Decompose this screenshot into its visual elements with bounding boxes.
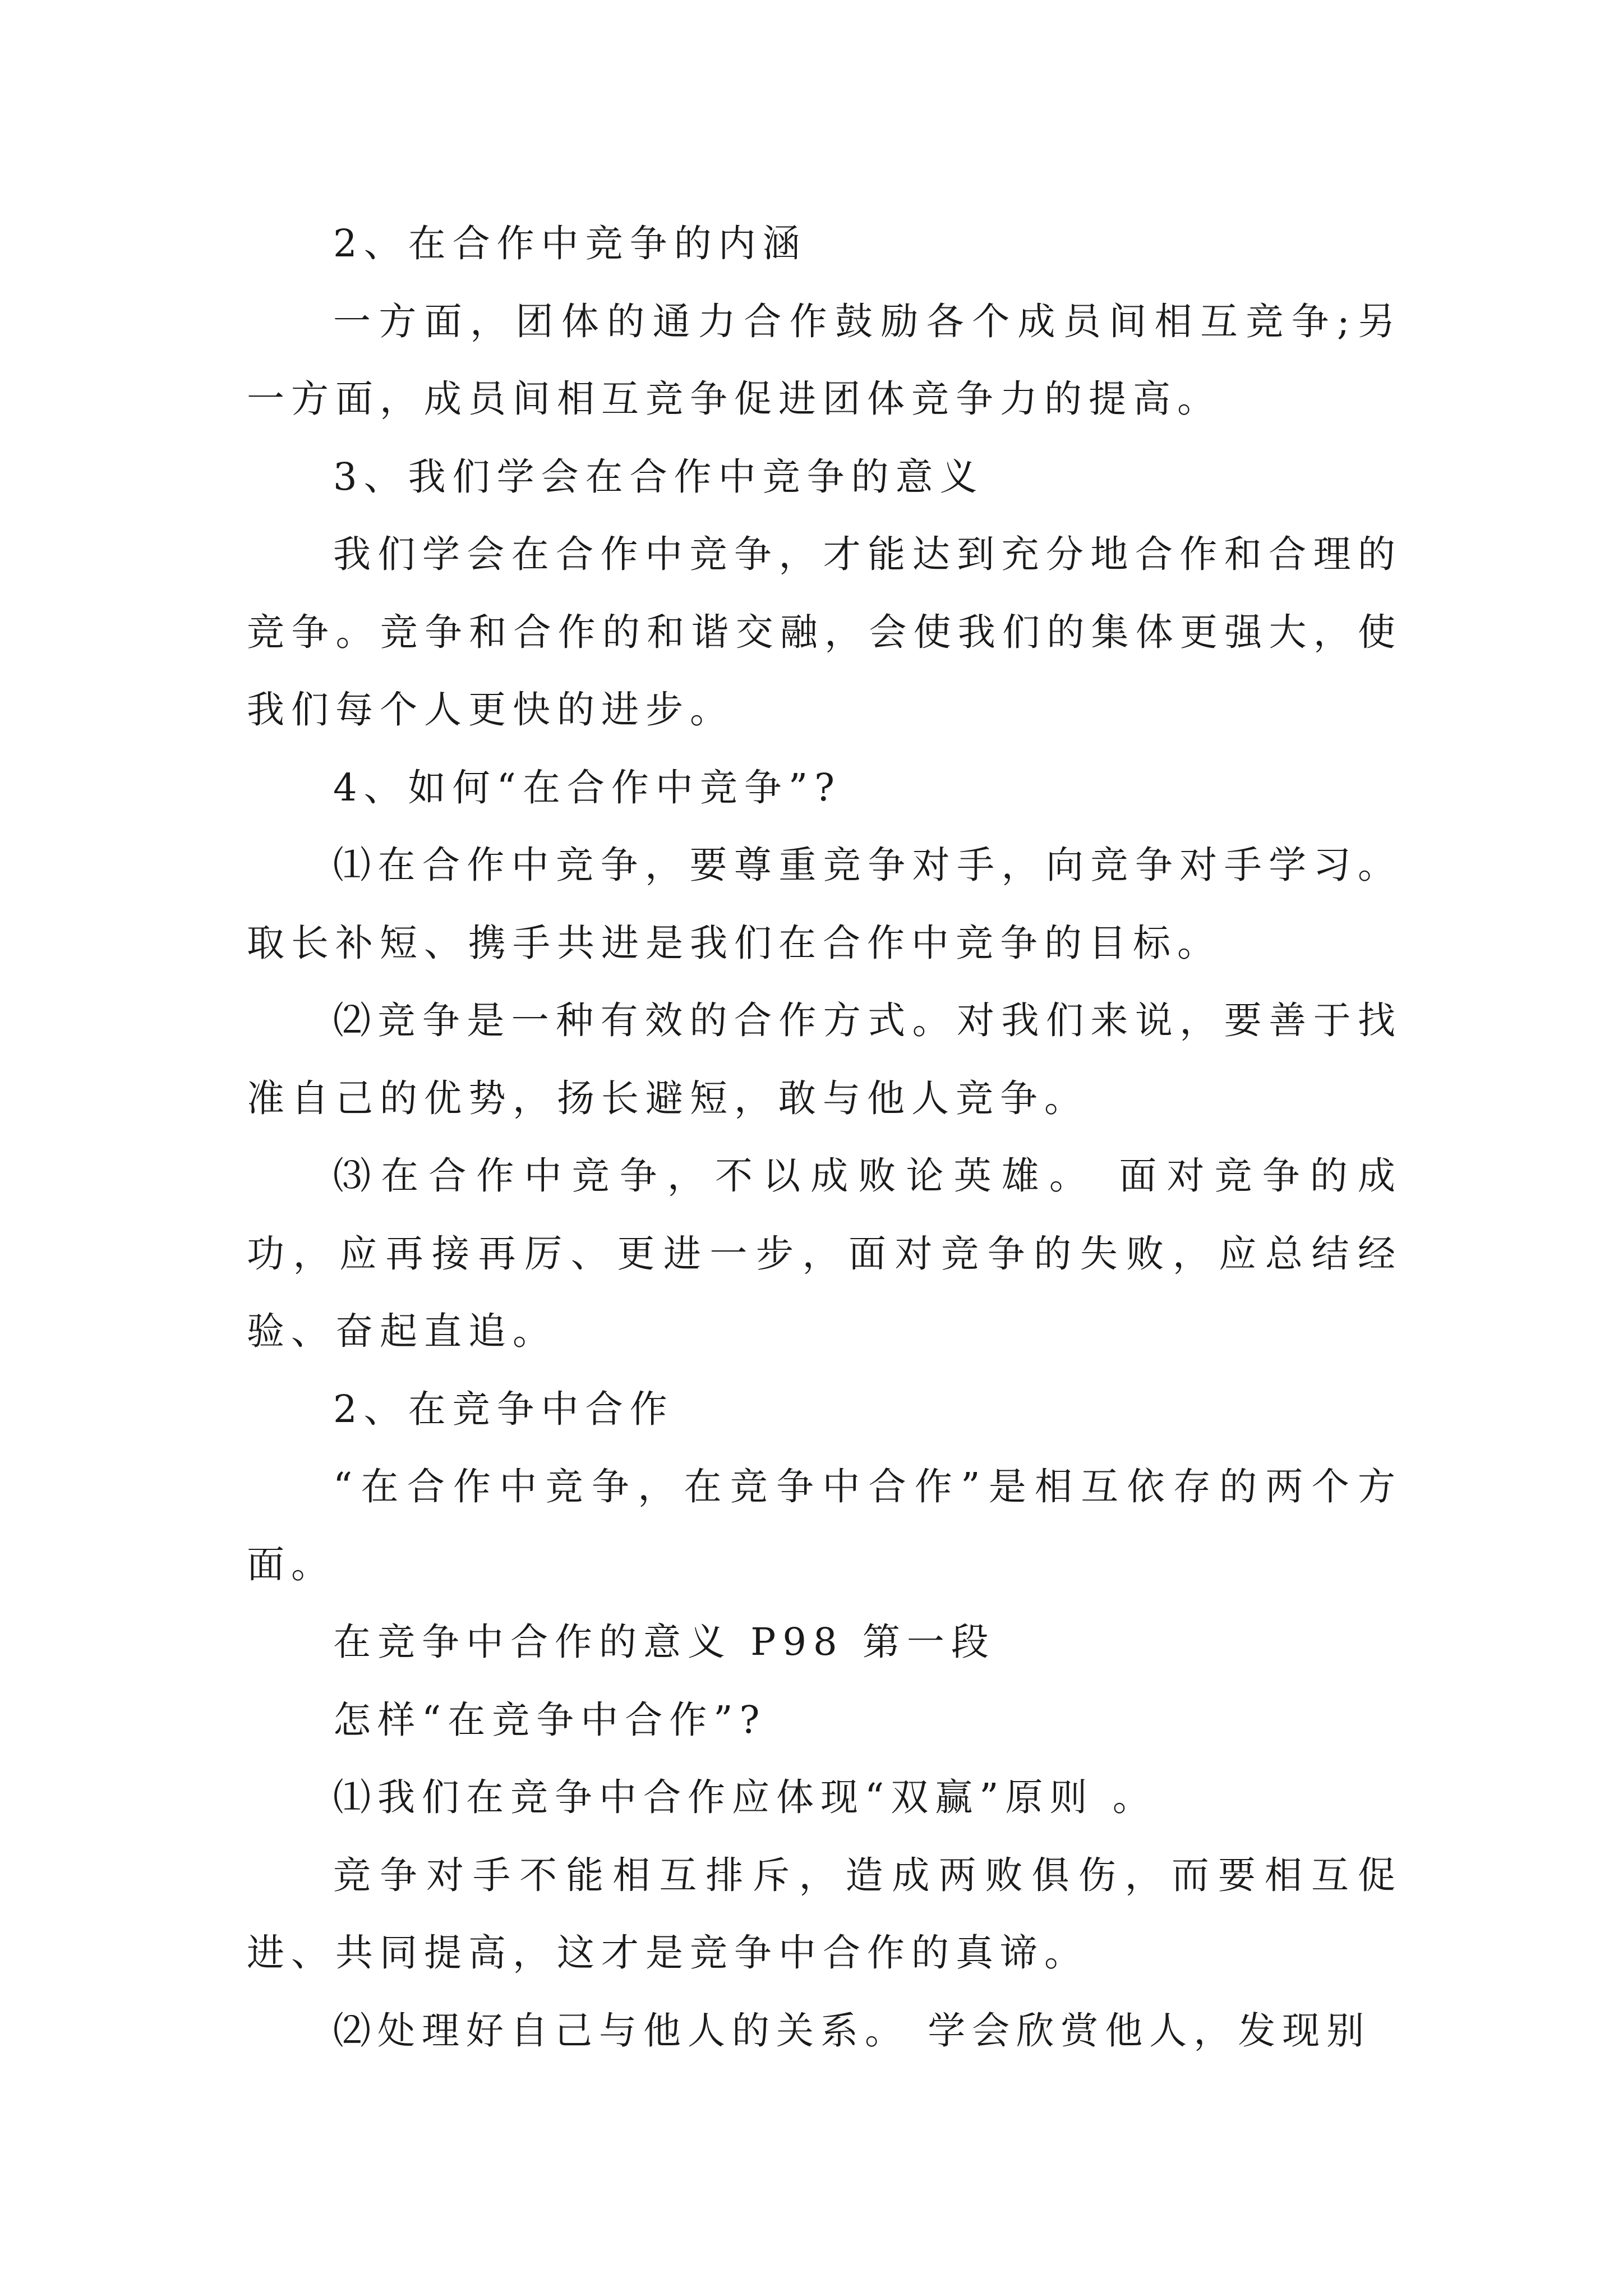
list-item: ⑶在合作中竞争，不以成败论英雄。 面对竞争的成功，应再接再厉、更进一步，面对竞争的失败，应总结经验、奋起直追。 [247, 1154, 1402, 1353]
body-paragraph: “在合作中竞争，在竞争中合作”是相互依存的两个方面。 [247, 1465, 1402, 1586]
section-heading: 怎样“在竞争中合作”? [333, 1697, 767, 1742]
body-paragraph: 一方面，团体的通力合作鼓励各个成员间相互竞争;另一方面，成员间相互竞争促进团体竞争力的提高。 [247, 299, 1402, 421]
body-paragraph: 在竞争中合作的意义 P98 第一段 [333, 1620, 995, 1664]
list-item: ⑵处理好自己与他人的关系。 学会欣赏他人，发现别 [333, 2008, 1371, 2053]
section-heading: 4、如何“在合作中竞争”? [333, 765, 842, 809]
body-paragraph: 竞争对手不能相互排斥，造成两败俱伤，而要相互促进、共同提高，这才是竞争中合作的真谛。 [247, 1853, 1402, 1975]
list-item: ⑵竞争是一种有效的合作方式。对我们来说，要善于找准自己的优势，扬长避短，敢与他人竞争。 [247, 999, 1402, 1120]
section-heading: 2、在竞争中合作 [333, 1387, 674, 1431]
section-heading: 2、在合作中竞争的内涵 [333, 222, 807, 265]
section-heading: 3、我们学会在合作中竞争的意义 [333, 454, 984, 499]
body-paragraph: 我们学会在合作中竞争，才能达到充分地合作和合理的竞争。竞争和合作的和谐交融，会使我们的集体更强大，使我们每个人更快的进步。 [247, 532, 1402, 731]
list-item: ⑴在合作中竞争，要尊重竞争对手，向竞争对手学习。取长补短、携手共进是我们在合作中竞争的目标。 [247, 843, 1402, 965]
list-item: ⑴我们在竞争中合作应体现“双赢”原则 。 [333, 1775, 1157, 1819]
document-body [247, 205, 1402, 2069]
